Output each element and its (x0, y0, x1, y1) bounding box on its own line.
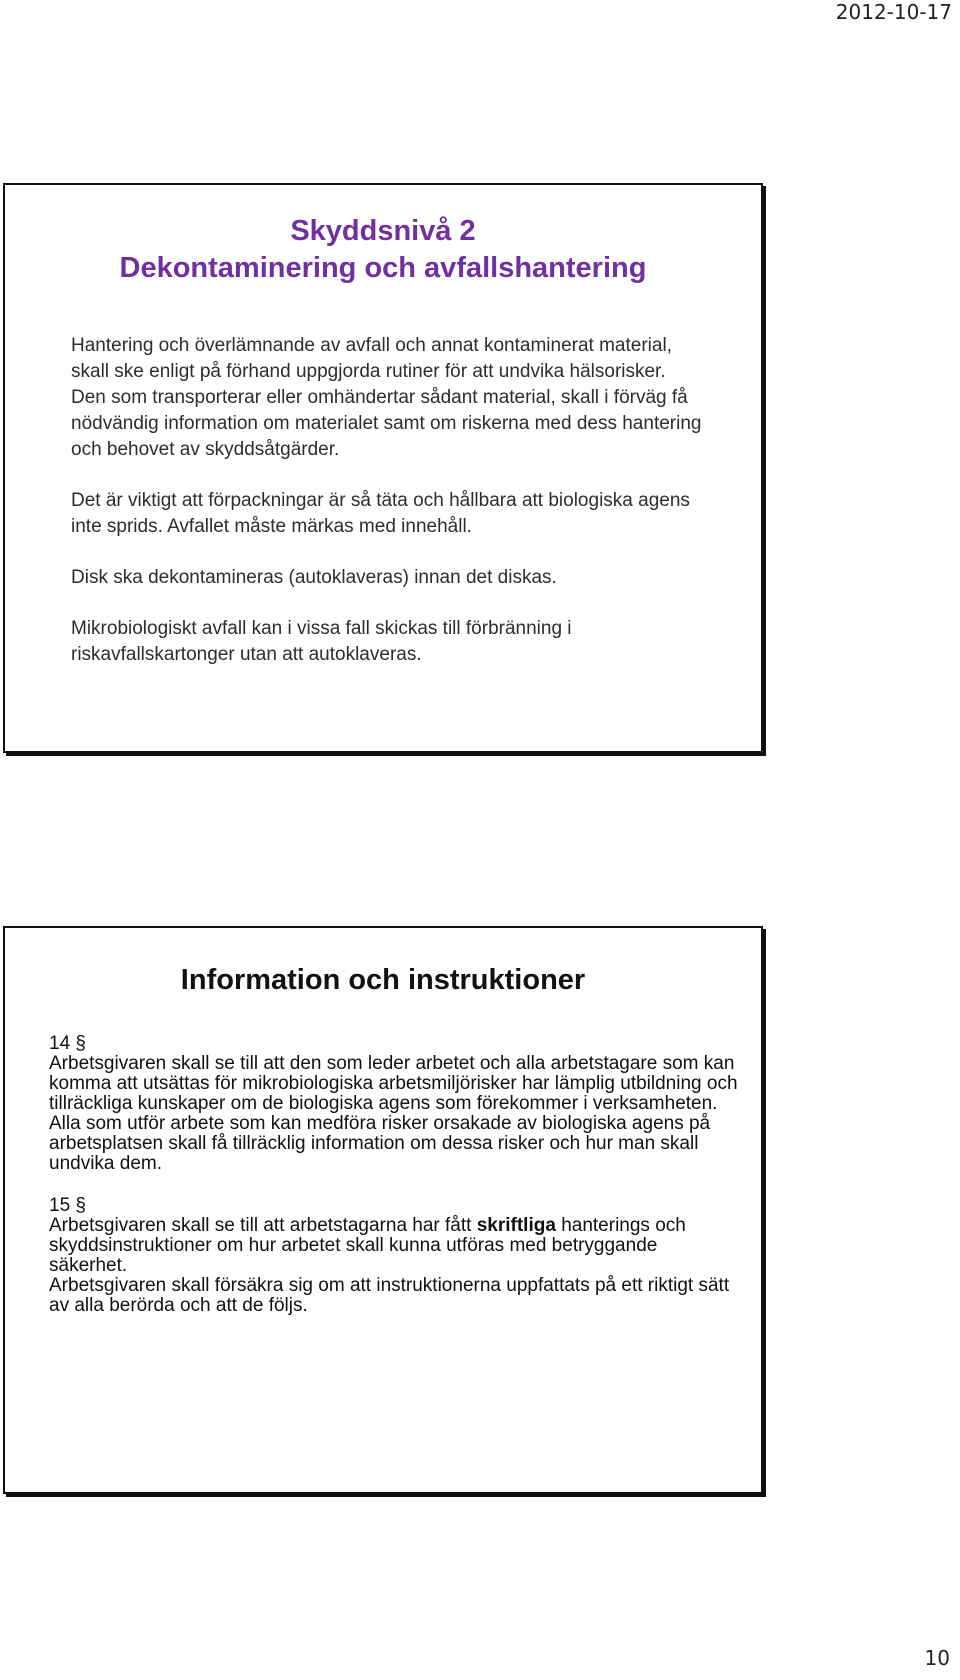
slide-title-line1: Skyddsnivå 2 (290, 215, 476, 247)
section-15-text2: Arbetsgivaren skall försäkra sig om att instruktionerna uppfattats på ett riktigt sätt av alla berörda och att de följs. (49, 1275, 730, 1316)
paragraph-handling: Hantering och överlämnande av avfall och annat kontaminerat material, skall ske enligt på förhand uppgjorda rutiner för att undvika hälsorisker. (71, 335, 672, 382)
section-14-text1: Arbetsgivaren skall se till att den som leder arbetet och alla arbetstagare som kan komma att utsättas för mikrobiologiska arbetsmiljörisker har lämplig utbildning och tillräckliga kunskaper om de biologiska agens som förekommer i verksamheten. (49, 1053, 738, 1114)
section-15-heading (49, 1196, 739, 1216)
slide-title: Information och instruktioner (180, 964, 586, 996)
paragraph-dishes: Disk ska dekontamineras (autoklaveras) innan det diskas. (71, 567, 557, 588)
text-run: Arbetsgivaren skall se till att arbetstagarna har fått (49, 1215, 477, 1236)
paragraph-incineration: Mikrobiologiskt avfall kan i vissa fall skickas till förbränning i riskavfallskartonger utan att autoklaveras. (71, 618, 572, 665)
section-symbol: § (75, 1195, 86, 1216)
header-date: 2012-10-17 (835, 0, 952, 24)
paragraph-packaging: Det är viktigt att förpackningar är så täta och hållbara att biologiska agens inte sprids. Avfallet måste märkas med innehåll. (71, 490, 690, 537)
slide-dekontaminering (3, 183, 763, 753)
slide-information (3, 926, 763, 1494)
emphasis-text: skriftliga (476, 1215, 556, 1236)
slide-body (49, 1034, 739, 1316)
slide-body (71, 333, 711, 693)
page-number: 10 (924, 1646, 950, 1670)
slide-title-line2: Dekontaminering och avfallshantering (119, 252, 647, 284)
section-number: 14 (49, 1033, 71, 1054)
section-number: 15 (49, 1195, 71, 1216)
paragraph-transport: Den som transporterar eller omhändertar sådant material, skall i förväg få nödvändig information om materialet samt om riskerna med dess hantering och behovet av skyddsåtgärder. (71, 387, 702, 460)
spacer (49, 1174, 739, 1196)
section-15-text1 (49, 1216, 739, 1276)
section-14-text2: Alla som utför arbete som kan medföra risker orsakade av biologiska agens på arbetsplatsen skall få tillräcklig information om dessa risker och hur man skall undvika dem. (49, 1113, 711, 1174)
section-14-heading (49, 1034, 739, 1054)
section-symbol: § (75, 1033, 86, 1054)
text-run: hanterings och skyddsinstruktioner om hur arbetet skall kunna utföras med betryggande säkerhet. (49, 1215, 686, 1276)
